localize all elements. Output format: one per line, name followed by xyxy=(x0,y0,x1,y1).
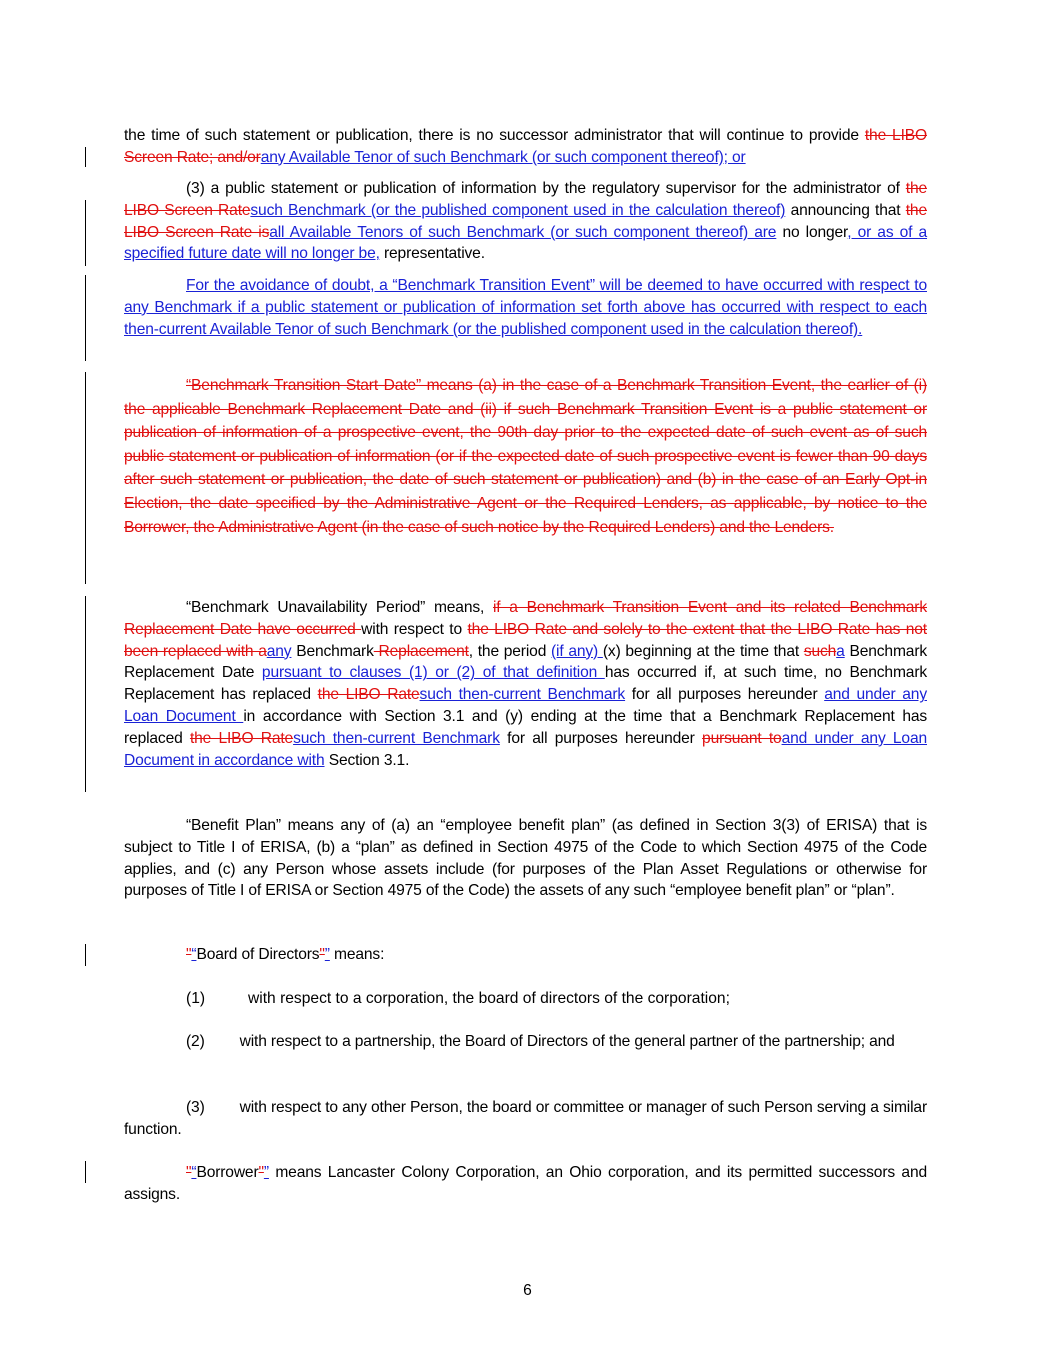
body-text: representative. xyxy=(379,245,485,263)
body-text: with respect to xyxy=(361,620,468,638)
paragraph-borrower xyxy=(124,1162,927,1206)
body-text: no longer xyxy=(776,223,848,241)
list-item xyxy=(124,1031,927,1053)
deleted-text: the LIBO Screen Rate is xyxy=(124,201,927,241)
deleted-text: the LIBO Screen Rate; and/or xyxy=(124,127,927,166)
deleted-text: " xyxy=(319,946,325,963)
body-text: for all purposes hereunder xyxy=(625,686,825,704)
deleted-text: " xyxy=(258,1164,264,1181)
body-text: means Lancaster Colony Corporation, an Ohio corporation, and its permitted successors and assigns. xyxy=(124,1164,927,1203)
body-text: Board of Directors xyxy=(196,946,320,963)
inserted-text: “ xyxy=(191,1164,197,1181)
inserted-text: such then-current Benchmark xyxy=(293,729,500,747)
body-text: means: xyxy=(329,946,385,963)
inserted-text: all Available Tenors of such Benchmark (or such component thereof) are xyxy=(269,223,777,241)
body-text: the time of such statement or publication, there is no successor administrator that will continue to provide xyxy=(124,127,865,144)
body-text: Benchmark xyxy=(291,642,374,660)
deleted-text: pursuant to xyxy=(702,729,782,747)
list-item-number: (3) xyxy=(186,1099,205,1116)
paragraph-clause-3 xyxy=(124,178,927,265)
deleted-text: such xyxy=(803,642,837,660)
body-text: “Benchmark Unavailability Period” means, xyxy=(186,599,493,616)
body-text: for all purposes hereunder xyxy=(499,729,703,747)
change-bar xyxy=(85,596,86,792)
list-item-number: (1) xyxy=(186,990,206,1007)
paragraph-benchmark-transition-start-date xyxy=(124,374,927,539)
inserted-text: and under any Loan Document xyxy=(124,686,927,725)
body-text: (x) beginning at the time that xyxy=(602,642,804,660)
paragraph-benchmark-unavailability-period xyxy=(124,597,927,771)
inserted-text: For the avoidance of doubt, a “Benchmark Transition Event” will be deemed to have occurred with respect to any Benchmark if a public statement or publication of information set forth above has occurred with respect to each then-current Available Tenor of such Benchmark (or the published component used in the calculation thereof). xyxy=(124,277,927,338)
body-text: , the period xyxy=(468,642,552,660)
inserted-text: “ xyxy=(191,946,197,963)
body-text: Borrower xyxy=(196,1164,259,1181)
inserted-text: and under any Loan Document in accordance with xyxy=(124,729,927,769)
inserted-text: (if any) xyxy=(551,642,603,660)
change-bar xyxy=(85,372,86,584)
paragraph-avoidance-of-doubt xyxy=(124,275,927,340)
change-bar xyxy=(85,200,86,266)
deleted-text: the LIBO Rate xyxy=(189,729,294,747)
body-text: Benchmark Replacement Date xyxy=(124,642,928,682)
inserted-text: such Benchmark (or the published component used in the calculation thereof) xyxy=(250,201,786,219)
inserted-text: , or as of a specified future date will no longer be, xyxy=(124,223,928,263)
list-item-number: (2) xyxy=(186,1033,205,1050)
deleted-text: " xyxy=(186,1164,192,1181)
deleted-text: the LIBO Screen Rate xyxy=(124,180,927,219)
deleted-text: the LIBO Rate xyxy=(317,686,420,704)
inserted-text: such then-current Benchmark xyxy=(419,686,626,704)
paragraph-continuation xyxy=(124,125,927,169)
inserted-text: any Available Tenor of such Benchmark (or such component thereof); or xyxy=(260,148,746,166)
list-item-text: with respect to a partnership, the Board of Directors of the general partner of the partnership; and xyxy=(239,1033,895,1050)
deleted-text: if a Benchmark Transition Event and its related Benchmark Replacement Date have occurred xyxy=(124,599,927,638)
body-text: has occurred if, at such time, no Benchmark Replacement has replaced xyxy=(124,664,928,704)
inserted-text: ” xyxy=(324,946,330,963)
paragraph-board-of-directors xyxy=(124,944,927,966)
change-bar xyxy=(85,944,86,966)
change-bar xyxy=(85,275,86,361)
paragraph-benefit-plan xyxy=(124,815,927,902)
body-text: announcing that xyxy=(785,201,906,219)
list-item xyxy=(124,1097,927,1141)
deleted-text: “Benchmark Transition Start Date” means (a) in the case of a Benchmark Transition Event, the earlier of (i) the applicable Benchmark Replacement Date and (ii) if such Benchmark Transition Event is a public statement or publication of information of a prospective event, the 90th day prior to the expected date of such event as of such public statement or publication of information (or if the expected date of such prospective event is fewer than 90 days after such statement or publication, the date of such statement or publication) and (b) in the case of an Early Opt-in Election, the date specified by the Administrative Agent or the Required Lenders, as applicable, by notice to the Borrower, the Administrative Agent (in the case of such notice by the Required Lenders) and the Lenders. xyxy=(124,377,927,536)
inserted-text: pursuant to clauses (1) or (2) of that definition xyxy=(261,664,605,682)
body-text: Section 3.1. xyxy=(324,751,410,769)
deleted-text: " xyxy=(186,946,192,963)
body-text: (3) a public statement or publication of information by the regulatory supervisor for the administrator of xyxy=(186,180,906,197)
inserted-text: ” xyxy=(263,1164,269,1181)
change-bar xyxy=(85,147,86,167)
deleted-text: Replacement xyxy=(373,642,469,660)
deleted-text: the LIBO Rate and solely to the extent that the LIBO Rate has not been replaced with a xyxy=(124,620,927,660)
list-item-text: with respect to any other Person, the board or committee or manager of such Person serving a similar function. xyxy=(124,1099,927,1138)
list-item-text: with respect to a corporation, the board of directors of the corporation; xyxy=(248,990,730,1007)
change-bar xyxy=(85,1161,86,1183)
inserted-text: any xyxy=(266,642,292,660)
page-number: 6 xyxy=(523,1282,532,1299)
body-text: “Benefit Plan” means any of (a) an “employee benefit plan” (as defined in Section 3(3) of ERISA) that is subject to Title I of ERISA, (b) a “plan” as defined in Section 4975 of the Code to which Section 4975 of the Code applies, and (c) any Person whose assets include (for purposes of the Plan Asset Regulations or otherwise for purposes of Title I of ERISA or Section 4975 of the Code) the assets of any such “employee benefit plan” or “plan”. xyxy=(124,817,927,900)
body-text: in accordance with Section 3.1 and (y) ending at the time that a Benchmark Replacement has replaced xyxy=(124,707,928,747)
inserted-text: a xyxy=(836,642,845,660)
